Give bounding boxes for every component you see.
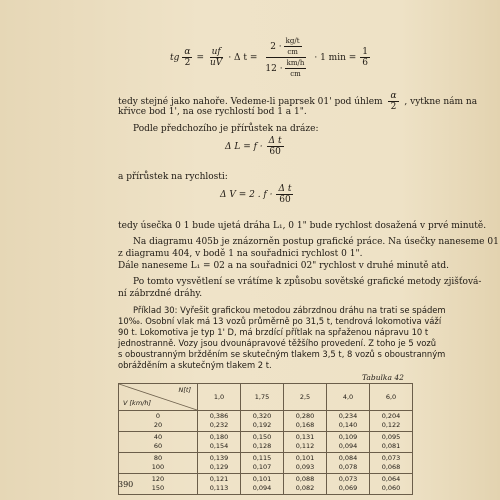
unit-den: cm — [287, 48, 298, 56]
table-cell — [198, 453, 241, 474]
cell-value: 0,109 — [338, 433, 358, 441]
column-header: 6,0 — [370, 384, 413, 411]
speed-cell — [119, 411, 198, 432]
column-header: 2,5 — [284, 384, 327, 411]
corner-label-v: V [km/h] — [123, 399, 151, 407]
formula-den: 6 — [362, 58, 369, 68]
formula-speed — [220, 184, 293, 205]
formula-fraction — [267, 136, 284, 157]
cell-value: 0,073 — [381, 454, 401, 462]
table-caption: Tabulka 42 — [362, 373, 404, 382]
cell-value: 0,064 — [381, 475, 401, 483]
formula-den: uV — [210, 58, 223, 68]
cell-value: 0,121 — [209, 475, 229, 483]
formula-term: Δ L = f · — [225, 141, 263, 152]
table-header-row — [119, 384, 413, 411]
cell-value: 0,234 — [338, 412, 358, 420]
table-corner-cell — [119, 384, 198, 411]
table-cell — [198, 474, 241, 495]
cell-value: 0,082 — [295, 484, 315, 492]
speed-value: 0 — [155, 412, 161, 420]
cell-value: 0,168 — [295, 421, 315, 429]
example-line: obrážděním a skutečným tlakem 2 t. — [118, 360, 272, 370]
table-cell — [284, 453, 327, 474]
column-header: 1,75 — [241, 384, 284, 411]
speed-value: 120 — [151, 475, 165, 483]
cell-value: 0,101 — [295, 454, 315, 462]
cell-value: 0,088 — [295, 475, 315, 483]
cell-value: 0,115 — [252, 454, 272, 462]
cell-value: 0,204 — [381, 412, 401, 420]
table-cell — [327, 432, 370, 453]
paragraph-line: Dále naneseme L₁ = 02 a na souřadnici 02" rychlost v druhé minutě atd. — [118, 261, 449, 271]
unit-fraction — [284, 36, 302, 57]
column-header: 4,0 — [327, 384, 370, 411]
speed-value: 100 — [151, 463, 165, 471]
example-line: 10‰. Osobní vlak má 13 vozů průměrně po 31,5 t, tendrová lokomotiva váží — [118, 316, 442, 326]
cell-value: 0,128 — [252, 442, 272, 450]
formula-fraction — [182, 47, 192, 68]
cell-value: 0,081 — [381, 442, 401, 450]
table-cell — [241, 411, 284, 432]
text-span: , vytkne nám na — [404, 97, 478, 107]
example-line: Příklad 30: Vyřešit grafickou metodou zábrzdnou dráhu na trati se spádem — [133, 305, 446, 315]
cell-value: 0,131 — [295, 433, 315, 441]
cell-value: 0,094 — [252, 484, 272, 492]
unit-num: km/h — [286, 59, 305, 67]
formula-num: Δ t — [268, 136, 282, 146]
table-row — [119, 474, 413, 495]
table-cell — [370, 411, 413, 432]
cell-value: 0,073 — [338, 475, 358, 483]
cell-value: 0,112 — [295, 442, 315, 450]
table-cell — [241, 474, 284, 495]
table-cell — [370, 432, 413, 453]
formula-num: α — [184, 47, 191, 57]
paragraph-line: Na diagramu 405b je znázorněn postup grafické práce. Na úsečky naneseme 01 — [133, 237, 499, 247]
formula-term: · 1 min = — [314, 52, 357, 63]
table-cell — [198, 411, 241, 432]
formula-result — [360, 47, 370, 68]
table-cell — [241, 453, 284, 474]
table-row — [119, 432, 413, 453]
cell-value: 0,150 — [252, 433, 272, 441]
formula-den: 60 — [269, 147, 281, 157]
text-span: tedy stejné jako nahoře. Vedeme-li paprsek 01' pod úhlem — [118, 97, 383, 107]
speed-value: 60 — [153, 442, 163, 450]
speed-cell — [119, 432, 198, 453]
unit-den: cm — [290, 70, 301, 78]
cell-value: 0,094 — [338, 442, 358, 450]
formula-num — [266, 36, 305, 58]
formula-tangent — [170, 36, 370, 79]
page-number: 390 — [118, 480, 134, 489]
alpha-half-fraction — [388, 91, 398, 112]
paragraph-line: z diagramu 404, v bodě 1 na souřadnici rychlost 0 1". — [118, 249, 363, 259]
paragraph-line: a přírůstek na rychlosti: — [118, 172, 228, 182]
cell-value: 0,060 — [381, 484, 401, 492]
formula-big-fraction — [261, 36, 310, 79]
formula-fraction — [208, 47, 224, 68]
table-row — [119, 411, 413, 432]
paragraph-line: křivce bod 1', na ose rychlostí bod 1 a 1". — [118, 107, 307, 117]
formula-term: Δ V = 2 . f · — [220, 189, 273, 200]
corner-label-n: N[t] — [178, 386, 191, 394]
table-cell — [284, 411, 327, 432]
formula-equals: = — [196, 52, 205, 63]
table-cell — [327, 411, 370, 432]
formula-term: tg — [170, 52, 180, 63]
cell-value: 0,232 — [209, 421, 229, 429]
cell-value: 0,154 — [209, 442, 229, 450]
paragraph-line: Po tomto vysvětlení se vrátíme k způsobu sovětské grafické metody zjišťová- — [133, 277, 482, 287]
cell-value: 0,140 — [338, 421, 358, 429]
paragraph-line: Podle předchozího je přírůstek na dráze: — [133, 124, 319, 134]
unit-fraction — [285, 58, 307, 79]
formula-term: 12 · — [265, 63, 283, 74]
formula-fraction — [276, 184, 293, 205]
example-line: 90 t. Lokomotiva je typ 1' D, má brzdící přítlak na spřaženou nápravu 10 t — [118, 327, 429, 337]
formula-num: uf — [211, 47, 221, 57]
speed-value: 40 — [153, 433, 163, 441]
cell-value: 0,069 — [338, 484, 358, 492]
cell-value: 0,113 — [209, 484, 229, 492]
table-cell — [327, 474, 370, 495]
cell-value: 0,122 — [381, 421, 401, 429]
cell-value: 0,192 — [252, 421, 272, 429]
cell-value: 0,320 — [252, 412, 272, 420]
paragraph-line: tedy úsečka 0 1 bude ujetá dráha L₁, 0 1" bude rychlost dosažená v prvé minutě. — [118, 221, 487, 231]
table-cell — [284, 432, 327, 453]
column-header: 1,0 — [198, 384, 241, 411]
speed-value: 150 — [151, 484, 165, 492]
table-cell — [284, 474, 327, 495]
formula-den — [261, 58, 310, 79]
cell-value: 0,139 — [209, 454, 229, 462]
formula-num: 1 — [362, 47, 369, 57]
formula-term: · Δ t = — [228, 52, 258, 63]
example-line: s oboustranným bržděním se skutečným tlakem 3,5 t, 8 vozů s oboustranným — [118, 349, 446, 359]
cell-value: 0,068 — [381, 463, 401, 471]
cell-value: 0,180 — [209, 433, 229, 441]
example-line: jednostranně. Vozy jsou dvounápravové těžšího provedení. Z toho je 5 vozů — [118, 338, 437, 348]
data-table — [118, 383, 413, 495]
cell-value: 0,078 — [338, 463, 358, 471]
cell-value: 0,129 — [209, 463, 229, 471]
cell-value: 0,101 — [252, 475, 272, 483]
cell-value: 0,107 — [252, 463, 272, 471]
paragraph-line: ní zábrzdné dráhy. — [118, 289, 203, 299]
table-cell — [370, 453, 413, 474]
formula-den: 2 — [184, 58, 191, 68]
formula-distance — [225, 136, 284, 157]
cell-value: 0,084 — [338, 454, 358, 462]
cell-value: 0,386 — [209, 412, 229, 420]
speed-value: 20 — [153, 421, 163, 429]
formula-term: 2 · — [270, 41, 282, 52]
cell-value: 0,095 — [381, 433, 401, 441]
table-cell — [241, 432, 284, 453]
table-cell — [198, 432, 241, 453]
table-cell — [327, 453, 370, 474]
cell-value: 0,280 — [295, 412, 315, 420]
table-row — [119, 453, 413, 474]
formula-num: α — [390, 91, 397, 101]
cell-value: 0,093 — [295, 463, 315, 471]
formula-den: 2 — [390, 102, 397, 112]
formula-den: 60 — [279, 195, 291, 205]
unit-num: kg/t — [285, 37, 300, 45]
table-cell — [370, 474, 413, 495]
speed-cell — [119, 453, 198, 474]
speed-value: 80 — [153, 454, 163, 462]
formula-num: Δ t — [278, 184, 292, 194]
